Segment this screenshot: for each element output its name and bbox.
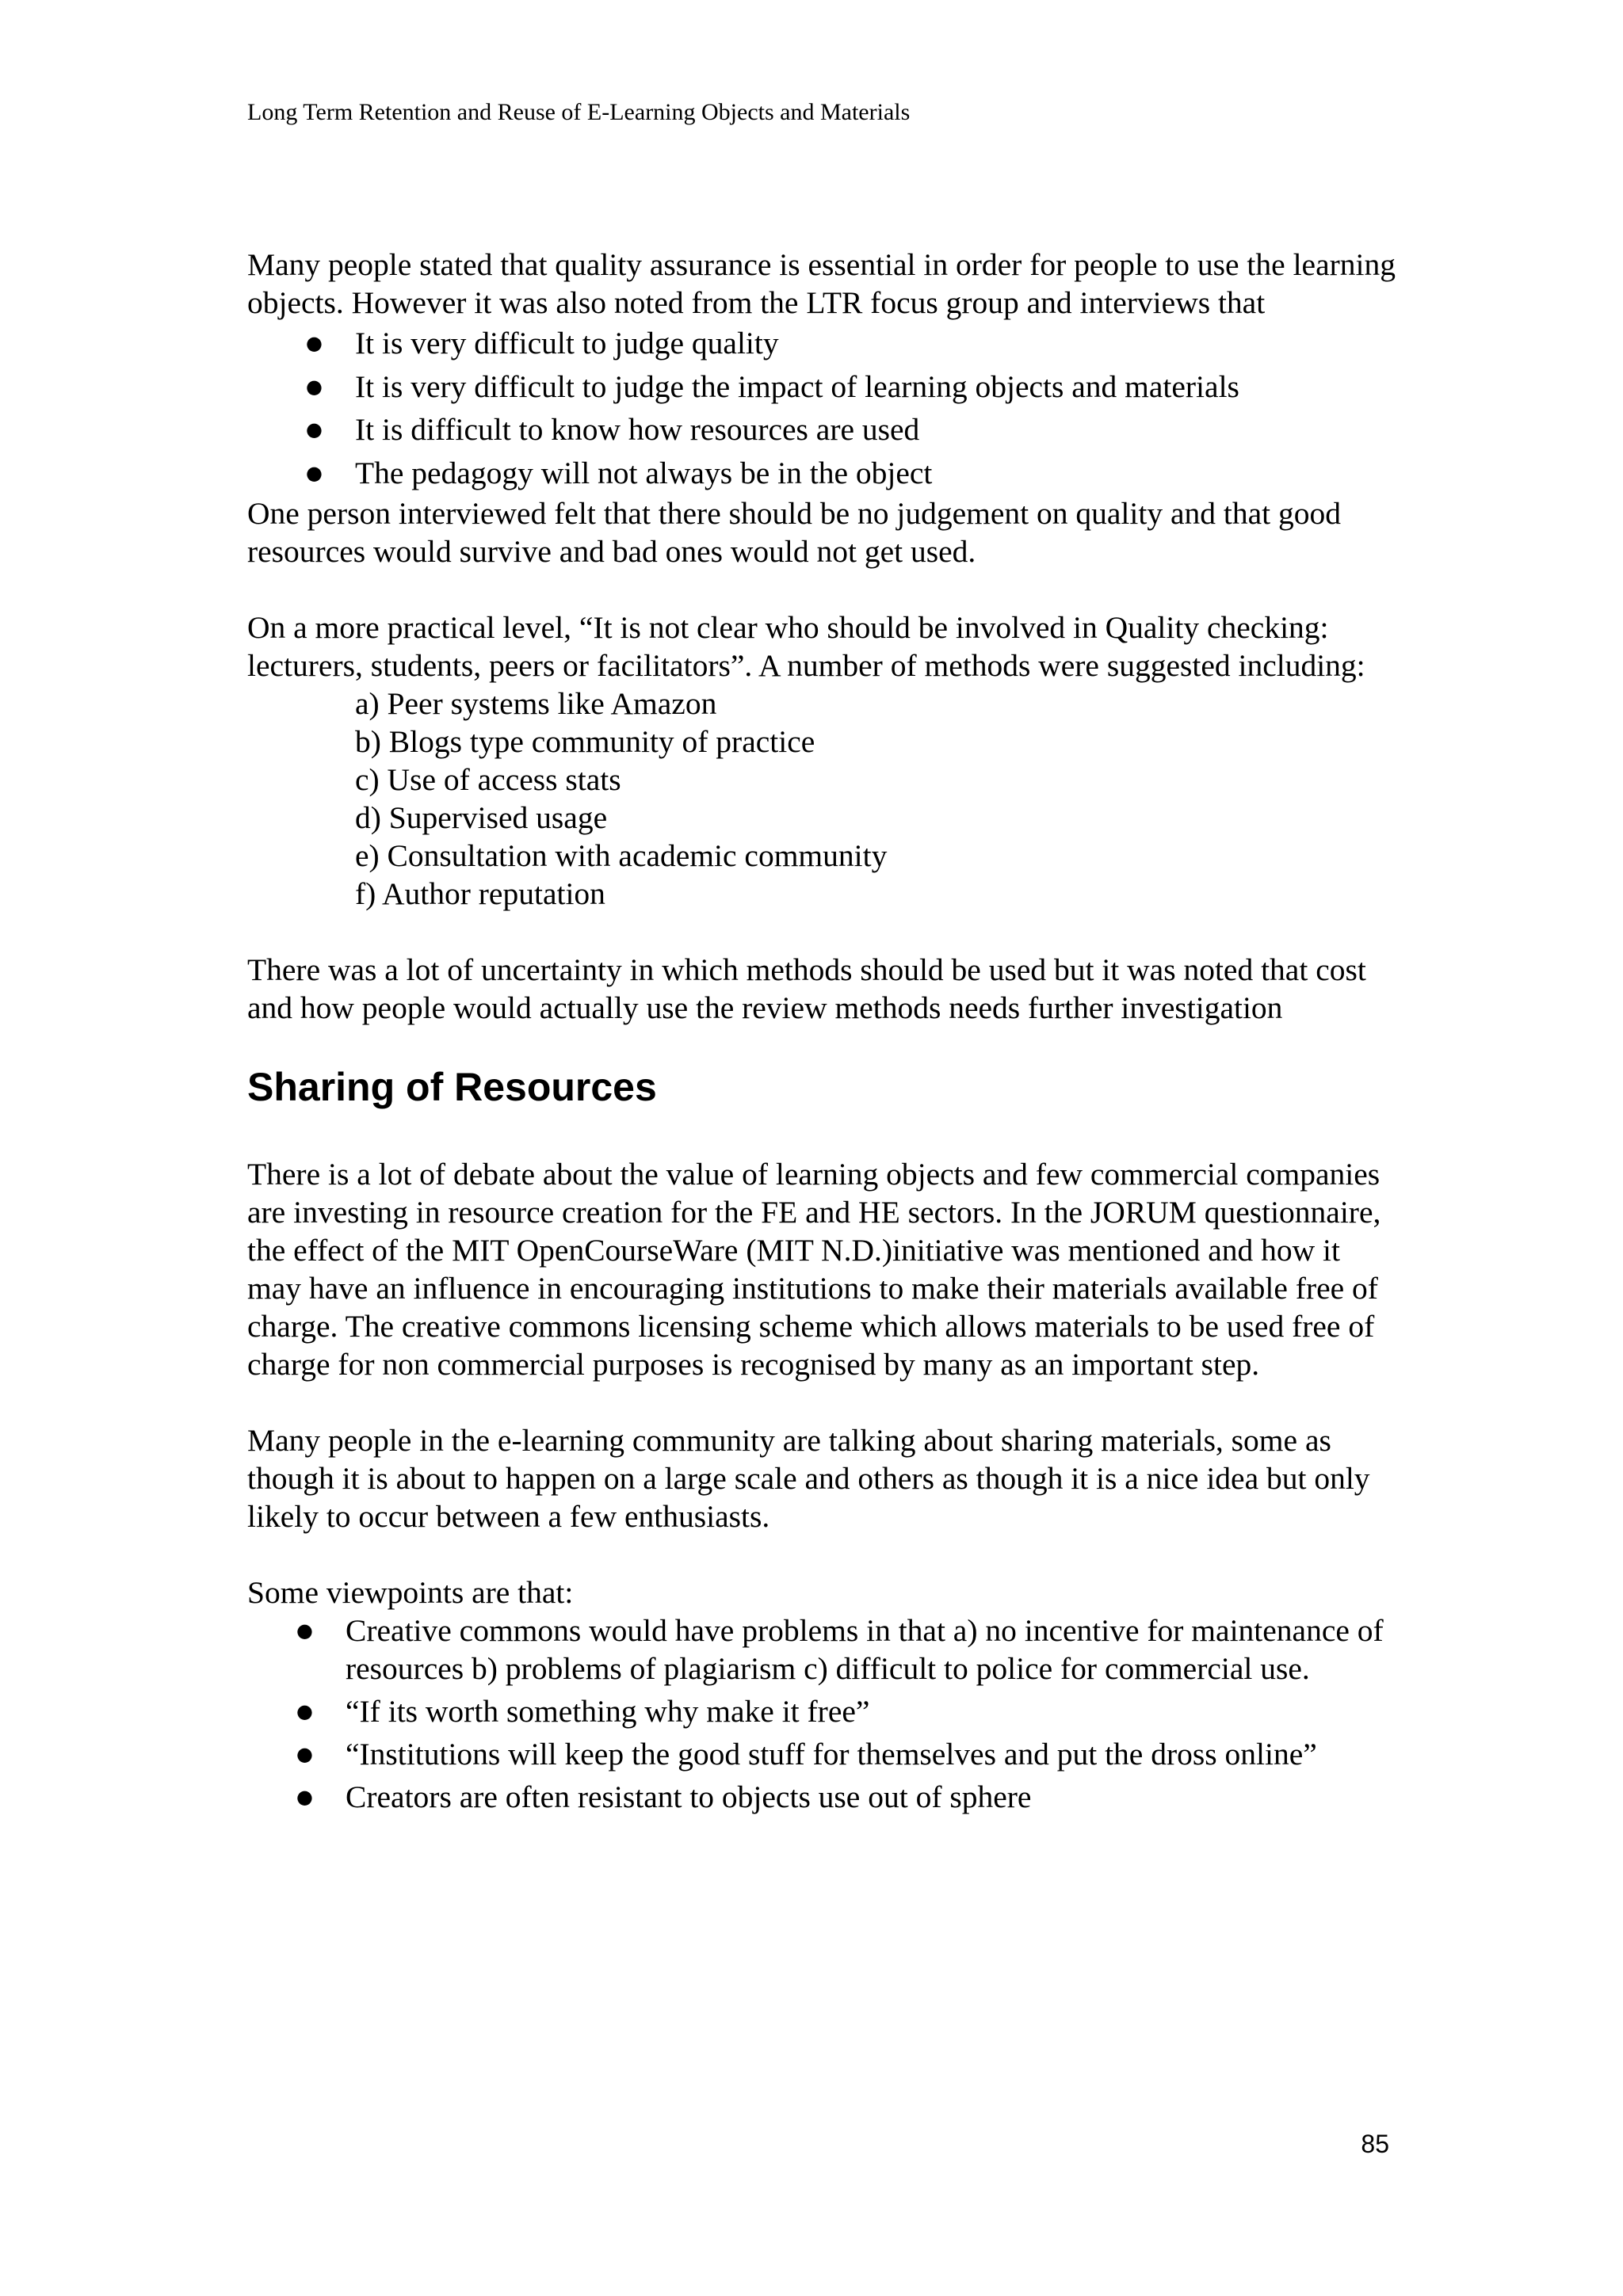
uncertainty-paragraph: There was a lot of uncertainty in which methods should be used but it was noted that cost and how people would actually use the review methods needs further investigation bbox=[247, 952, 1366, 1025]
method-item: b) Blogs type community of practice bbox=[355, 724, 815, 759]
intro-paragraph: Many people stated that quality assurance is essential in order for people to use the learning objects. However it was also noted from the LTR focus group and interviews that bbox=[247, 247, 1396, 320]
difficulty-bullet-list bbox=[247, 322, 1396, 494]
bullet-icon: ● bbox=[296, 1700, 313, 1722]
viewpoints-intro: Some viewpoints are that: bbox=[247, 1575, 574, 1610]
body-content bbox=[247, 246, 1396, 1816]
running-header: Long Term Retention and Reuse of E-Learning Objects and Materials bbox=[247, 99, 911, 125]
bullet-icon: ● bbox=[296, 1743, 313, 1765]
viewpoints-bullet-list bbox=[247, 1611, 1396, 1816]
list-item-text: “If its worth something why make it free” bbox=[346, 1694, 870, 1729]
bullet-icon: ● bbox=[306, 418, 323, 441]
list-item bbox=[247, 452, 1396, 495]
debate-paragraph: There is a lot of debate about the value of learning objects and few commercial companies are investing in resource creation for the FE and HE sectors. In the JORUM questionnaire, the effect of the MIT OpenCourseWare (MIT N.D.)initiative was mentioned and how it may have an influence in encouraging institutions to make their materials available free of charge. The creative commons licensing scheme which allows materials to be used free of charge for non commercial purposes is recognised by many as an important step. bbox=[247, 1157, 1381, 1382]
community-paragraph: Many people in the e-learning community are talking about sharing materials, some as though it is about to happen on a large scale and others as though it is a nice idea but only likely to occur between a few enthusiasts. bbox=[247, 1423, 1370, 1534]
bullet-icon: ● bbox=[306, 461, 323, 484]
method-item: e) Consultation with academic community bbox=[355, 838, 888, 873]
list-item bbox=[247, 1611, 1396, 1688]
method-item: c) Use of access stats bbox=[355, 762, 621, 797]
list-item bbox=[247, 322, 1396, 365]
methods-list bbox=[247, 685, 1396, 913]
list-item-text: The pedagogy will not always be in the object bbox=[355, 455, 933, 490]
method-item: a) Peer systems like Amazon bbox=[355, 686, 717, 721]
bullet-icon: ● bbox=[306, 332, 323, 354]
list-item bbox=[247, 408, 1396, 452]
practical-paragraph: On a more practical level, “It is not clear who should be involved in Quality checking: lecturers, students, peers or facilitators”. A number of methods were suggested including: bbox=[247, 610, 1365, 683]
bullet-icon: ● bbox=[296, 1786, 313, 1808]
method-item: f) Author reputation bbox=[355, 876, 605, 911]
judgement-paragraph: One person interviewed felt that there should be no judgement on quality and that good resources would survive and bad ones would not get used. bbox=[247, 496, 1341, 569]
list-item-text: Creative commons would have problems in that a) no incentive for maintenance of resources b) problems of plagiarism c) difficult to police for commercial use. bbox=[346, 1613, 1384, 1686]
list-item-text: Creators are often resistant to objects use out of sphere bbox=[346, 1779, 1032, 1814]
list-item-text: “Institutions will keep the good stuff for themselves and put the dross online” bbox=[346, 1737, 1317, 1772]
list-item bbox=[247, 1692, 1396, 1730]
list-item-text: It is very difficult to judge the impact of learning objects and materials bbox=[355, 368, 1239, 404]
list-item bbox=[247, 1778, 1396, 1816]
list-item-text: It is very difficult to judge quality bbox=[355, 326, 779, 360]
list-item bbox=[247, 1735, 1396, 1773]
method-item: d) Supervised usage bbox=[355, 800, 608, 835]
list-item-text: It is difficult to know how resources are used bbox=[355, 412, 920, 447]
section-heading: Sharing of Resources bbox=[247, 1065, 657, 1109]
bullet-icon: ● bbox=[306, 375, 323, 398]
page-number: 85 bbox=[1361, 2130, 1389, 2158]
bullet-icon: ● bbox=[296, 1619, 313, 1642]
list-item bbox=[247, 365, 1396, 409]
